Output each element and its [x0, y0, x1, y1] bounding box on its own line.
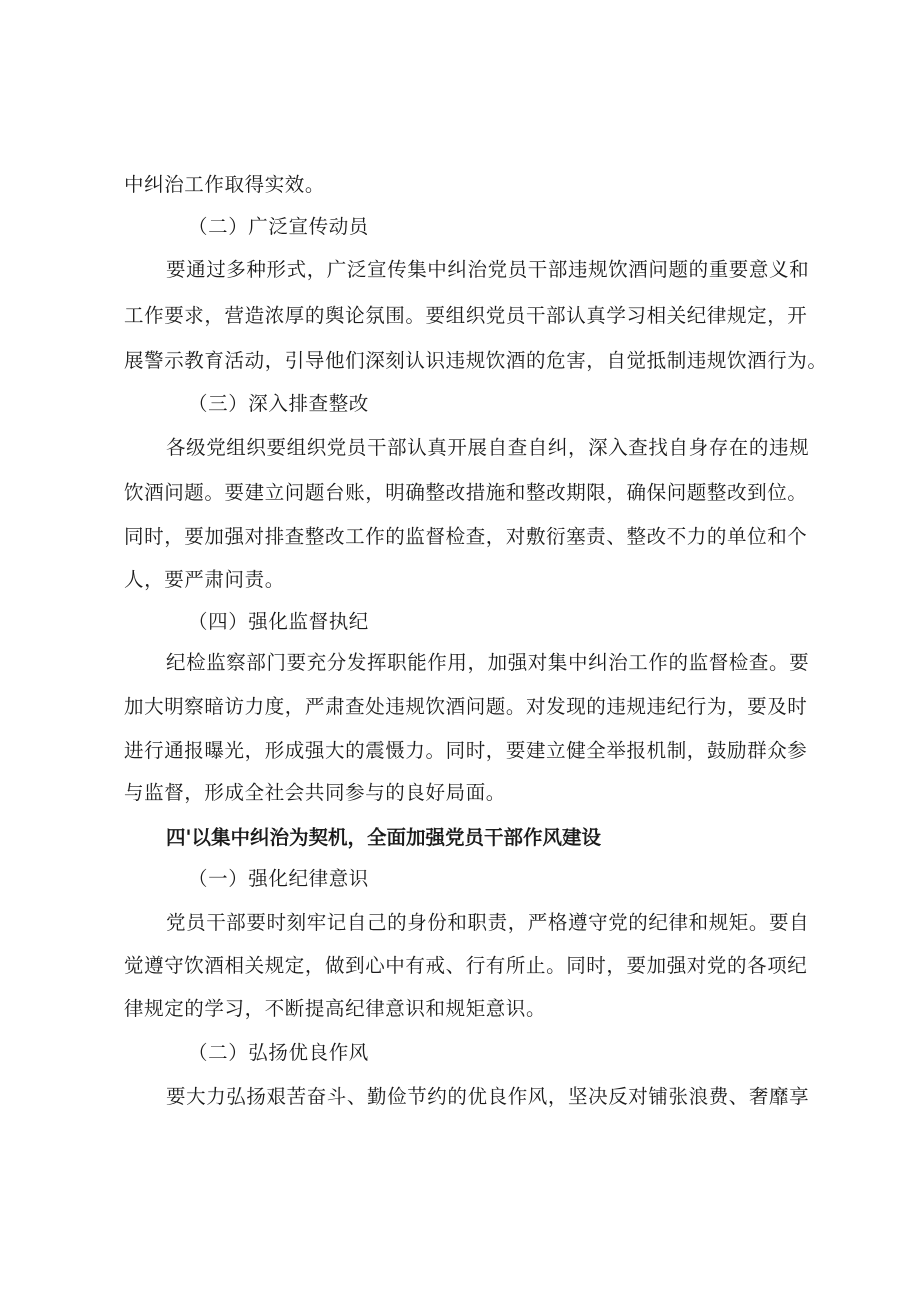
paragraph-line: 中纠治工作取得实效。	[124, 173, 326, 196]
paragraph-line: 加大明察暗访力度，严肃查处违规饮酒问题。对发现的违规违纪行为，要及时	[124, 695, 808, 718]
paragraph-line: 人，要严肃问责。	[124, 568, 285, 591]
paragraph-line: 觉遵守饮酒相关规定，做到心中有戒、行有所止。同时，要加强对党的各项纪	[124, 954, 808, 977]
paragraph-line: 纪检监察部门要充分发挥职能作用，加强对集中纠治工作的监督检查。要	[166, 651, 810, 674]
paragraph-line: 要大力弘扬艰苦奋斗、勤俭节约的优良作风，坚决反对铺张浪费、奢靡享	[166, 1085, 810, 1108]
section-subheading: （四）强化监督执纪	[188, 610, 369, 633]
paragraph-line: 同时，要加强对排查整改工作的监督检查，对敷衍塞责、整改不力的单位和个	[124, 525, 808, 548]
paragraph-line: 党员干部要时刻牢记自己的身份和职责，严格遵守党的纪律和规矩。要自	[166, 911, 810, 934]
paragraph-line: 进行通报曝光，形成强大的震慑力。同时，要建立健全举报机制，鼓励群众参	[124, 739, 808, 762]
section-heading: 四'以集中纠治为契机，全面加强党员干部作风建设	[166, 826, 601, 849]
paragraph-line: 展警示教育活动，引导他们深刻认识违规饮酒的危害，自觉抵制违规饮酒行为。	[124, 349, 828, 372]
paragraph-line: 与监督，形成全社会共同参与的良好局面。	[124, 781, 506, 804]
section-subheading: （三）深入排查整改	[188, 392, 369, 415]
paragraph-line: 工作要求，营造浓厚的舆论氛围。要组织党员干部认真学习相关纪律规定，开	[124, 304, 808, 327]
paragraph-line: 各级党组织要组织党员干部认真开展自查自纠，深入查找自身存在的违规	[166, 436, 810, 459]
paragraph-line: 律规定的学习，不断提高纪律意识和规矩意识。	[124, 997, 547, 1020]
paragraph-line: 要通过多种形式，广泛宣传集中纠治党员干部违规饮酒问题的重要意义和	[166, 258, 810, 281]
section-subheading: （二）弘扬优良作风	[188, 1041, 369, 1064]
paragraph-line: 饮酒问题。要建立问题台账，明确整改措施和整改期限，确保问题整改到位。	[124, 481, 808, 504]
section-subheading: （一）强化纪律意识	[188, 867, 369, 890]
section-subheading: （二）广泛宣传动员	[188, 215, 369, 238]
